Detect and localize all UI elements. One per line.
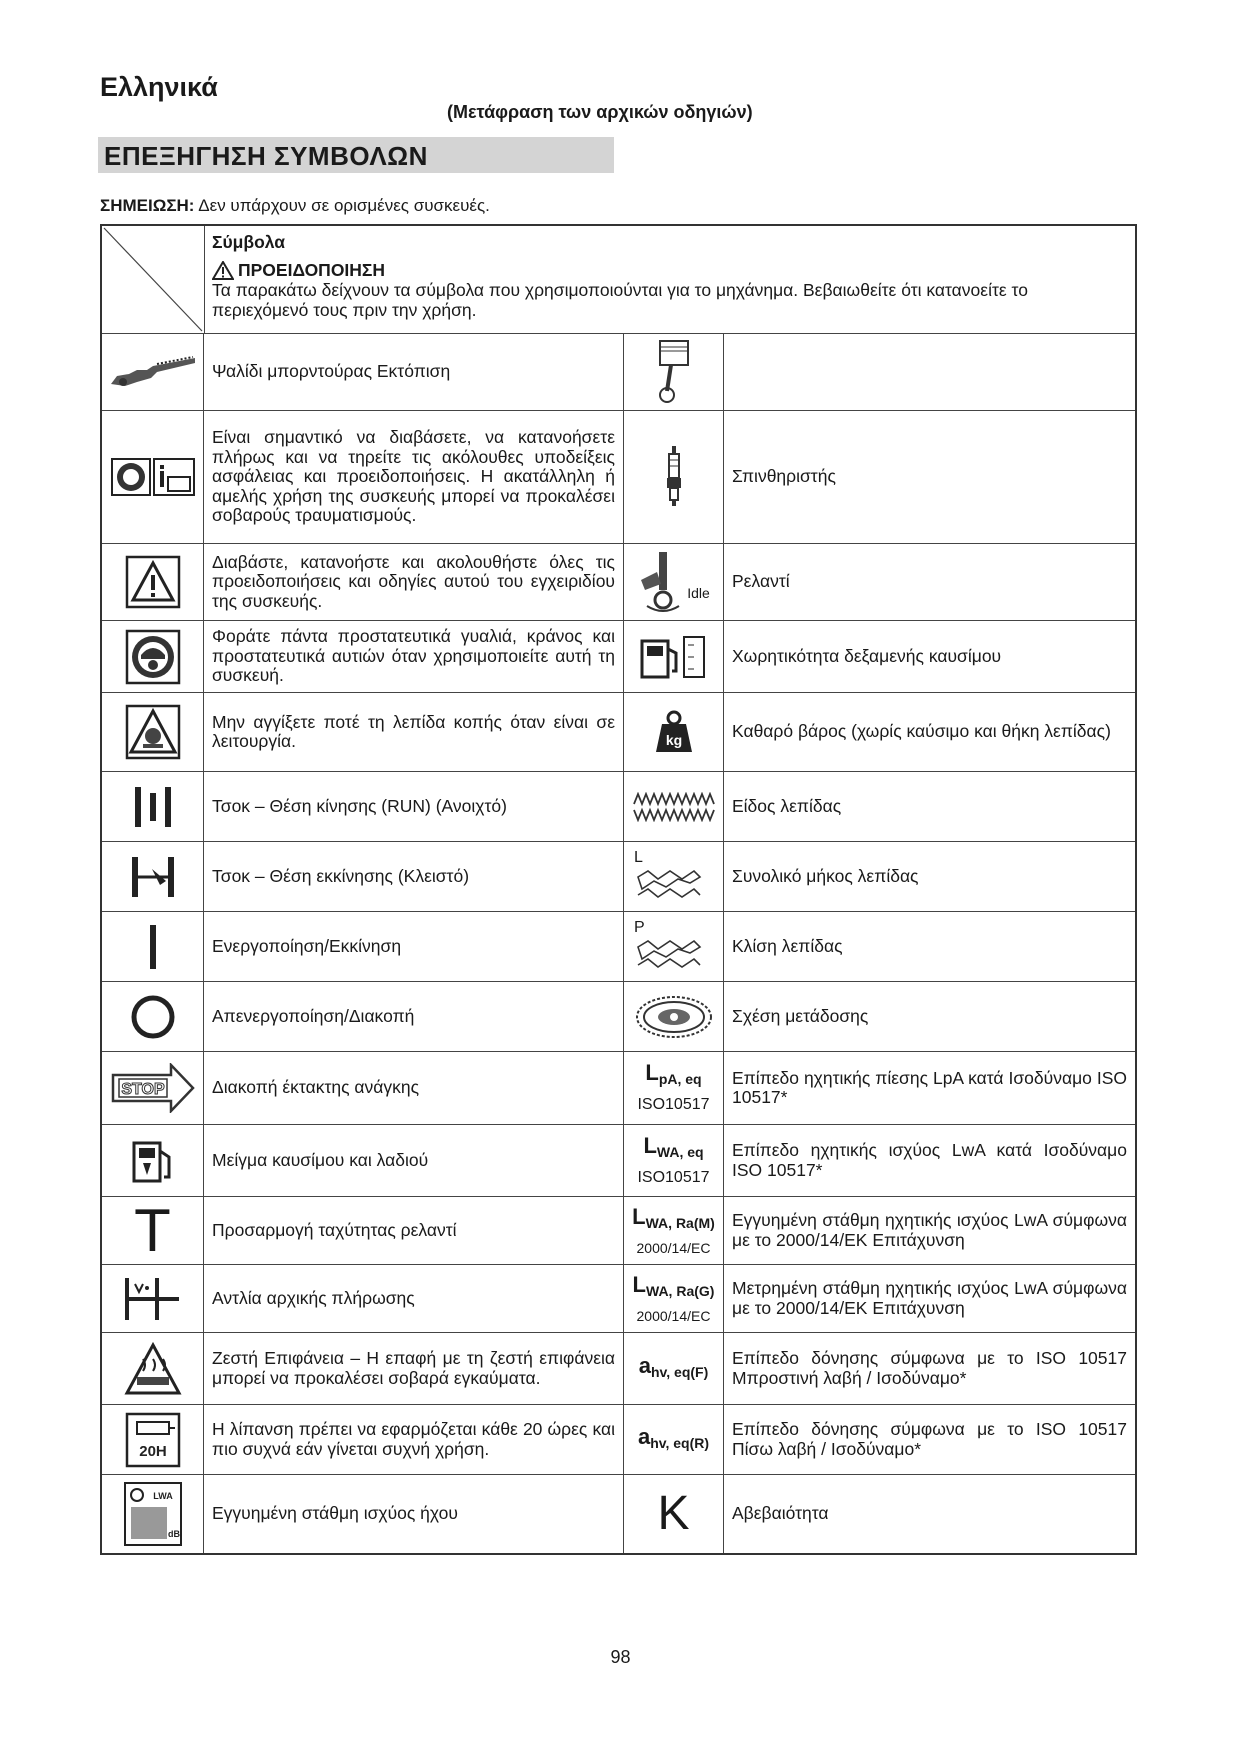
guaranteed-sound-symbol: $L_{WA, Ra(M)}$ 2000/14/EC	[624, 1197, 724, 1264]
header-diagonal	[102, 226, 205, 333]
row-right-text: Ρελαντί	[732, 571, 790, 592]
row-right-text: Επίπεδο ηχητικής ισχύος LwA κατά Ισοδύναμο ISO 10517*	[732, 1140, 1127, 1180]
table-row	[102, 1333, 1135, 1405]
warning-triangle-small-icon	[212, 261, 234, 280]
piston-icon	[624, 334, 724, 410]
table-row	[102, 982, 1135, 1052]
row-text: Μείγμα καυσίμου και λαδιού	[212, 1149, 429, 1170]
row-text: Ζεστή Επιφάνεια – Η επαφή με τη ζεστή επιφάνεια μπορεί να προκαλέσει σοβαρά εγκαύματα.	[212, 1348, 615, 1388]
idle-adjust-icon	[102, 1197, 204, 1264]
row-text: Φοράτε πάντα προστατευτικά γυαλιά, κράνος και προστατευτικά αυτιών όταν χρησιμοποιείτε αυτή τη συσκευή.	[212, 626, 615, 686]
note-label: ΣΗΜΕΙΩΣΗ:	[100, 196, 195, 215]
section-title: ΕΠΕΞΗΓΗΣΗ ΣΥΜΒΟΛΩΝ	[98, 137, 614, 173]
row-right-text: Σπινθηριστής	[732, 466, 836, 487]
sound-pressure-symbol: $L_{pA, eq}$ ISO10517	[624, 1052, 724, 1124]
row-right-text: Είδος λεπίδας	[732, 795, 842, 816]
kg-label: kg	[665, 732, 682, 748]
idle-adjust-label: T	[134, 1196, 171, 1264]
row-right-text: Σχέση μετάδοσης	[732, 1005, 869, 1026]
row-right-text: Συνολικό μήκος λεπίδας	[732, 865, 919, 886]
table-row	[102, 1197, 1135, 1265]
vibration-front-symbol: $a_{hv, eq(F)}$	[624, 1333, 724, 1404]
sound-power-symbol: $L_{WA, eq}$ ISO10517	[624, 1125, 724, 1196]
table-row	[102, 1052, 1135, 1125]
table-header	[102, 226, 1135, 334]
table-row	[102, 334, 1135, 411]
blade-pitch-icon	[624, 912, 724, 981]
row-text: Αντλία αρχικής πλήρωσης	[212, 1287, 415, 1308]
row-right-text: Εγγυημένη στάθμη ηχητικής ισχύος LwA σύμφωνα με το 2000/14/ΕΚ Επιτάχυνση	[732, 1210, 1127, 1250]
on-icon	[102, 912, 204, 981]
row-text: Ενεργοποίηση/Εκκίνηση	[212, 935, 402, 956]
blade-length-icon	[624, 842, 724, 911]
idle-label: Idle	[687, 585, 710, 601]
hedge-trimmer-icon	[102, 334, 204, 410]
note-text: Δεν υπάρχουν σε ορισμένες συσκευές.	[194, 196, 490, 215]
row-right-text: Μετρημένη στάθμη ηχητικής ισχύος LwA σύμφωνα με το 2000/14/ΕΚ Επιτάχυνση	[732, 1278, 1127, 1318]
blade-type-icon	[624, 772, 724, 841]
stop-arrow-icon	[102, 1052, 204, 1124]
table-row	[102, 772, 1135, 842]
db-label: dB	[167, 1529, 180, 1539]
row-text: Ψαλίδι μπορντούρας Εκτόπιση	[212, 361, 451, 382]
blade-pitch-label: P	[634, 918, 645, 936]
row-right-text: Χωρητικότητα δεξαμενής καυσίμου	[732, 645, 1002, 666]
row-text: Η λίπανση πρέπει να εφαρμόζεται κάθε 20 ώρες και πιο συχνά εάν γίνεται συχνή χρήση.	[212, 1419, 615, 1459]
uncertainty-symbol: K	[624, 1475, 724, 1553]
spark-plug-icon	[624, 411, 724, 543]
warning-label: ΠΡΟΕΙΔΟΠΟΙΗΣΗ	[238, 260, 386, 280]
table-row	[102, 912, 1135, 982]
row-right-text: Αβεβαιότητα	[732, 1503, 829, 1524]
table-row	[102, 1125, 1135, 1197]
row-text: Διακοπή έκτακτης ανάγκης	[212, 1077, 420, 1098]
idle-icon	[624, 544, 724, 620]
translation-subtitle: (Μετάφραση των αρχικών οδηγιών)	[447, 102, 753, 122]
language-heading: Ελληνικά	[100, 72, 218, 102]
measured-sound-symbol: $L_{WA, Ra(G)}$ 2000/14/EC	[624, 1265, 724, 1332]
lubrication-icon	[102, 1405, 204, 1474]
row-right-text: Κλίση λεπίδας	[732, 935, 843, 956]
vibration-rear-symbol: $a_{hv, eq(R)}$	[624, 1405, 724, 1474]
page-number: 98	[610, 1647, 631, 1667]
lubrication-interval-label: 20H	[138, 1442, 167, 1460]
table-row	[102, 1265, 1135, 1333]
table-row	[102, 411, 1135, 544]
lwa-label: LWA	[152, 1491, 173, 1501]
row-text: Προσαρμογή ταχύτητας ρελαντί	[212, 1219, 457, 1240]
row-text: Τσοκ – Θέση κίνησης (RUN) (Ανοιχτό)	[212, 795, 507, 816]
table-row	[102, 1405, 1135, 1475]
fuel-oil-mix-icon	[102, 1125, 204, 1196]
protective-gear-icon	[102, 621, 204, 692]
read-manual-icon	[102, 411, 204, 543]
choke-run-icon	[102, 772, 204, 841]
table-row	[102, 621, 1135, 693]
symbols-label: Σύμβολα	[212, 232, 286, 252]
row-text: Είναι σημαντικό να διαβάσετε, να κατανοήσετε πλήρως και να τηρείτε τις ακόλουθες υποδείξεις ασφάλειας και προειδοποιήσεις. Η ακατάλληλη ή αμελής χρήση της συσκευής μπορεί να προκαλέσει σοβαρούς τραυματισμούς.	[212, 427, 615, 526]
warning-triangle-icon	[102, 544, 204, 620]
fuel-tank-capacity-icon	[624, 621, 724, 692]
row-text: Εγγυημένη στάθμη ισχύος ήχου	[212, 1503, 458, 1524]
blade-hazard-icon	[102, 693, 204, 771]
row-right-text: Καθαρό βάρος (χωρίς καύσιμο και θήκη λεπίδας)	[732, 721, 1111, 742]
warning-text: Τα παρακάτω δείχνουν τα σύμβολα που χρησιμοποιούνται για το μηχάνημα. Βεβαιωθείτε ότι κατανοείτε το περιεχόμενό τους πριν την χρήση.	[212, 280, 1028, 320]
row-text: Μην αγγίξετε ποτέ τη λεπίδα κοπής όταν είναι σε λειτουργία.	[212, 711, 615, 751]
symbols-table	[100, 224, 1137, 1555]
stop-label: STOP	[120, 1081, 165, 1098]
weight-icon	[624, 693, 724, 771]
row-text: Απενεργοποίηση/Διακοπή	[212, 1005, 415, 1026]
row-right-text: Επίπεδο δόνησης σύμφωνα με το ISO 10517 Μπροστινή λαβή / Ισοδύναμο*	[732, 1348, 1127, 1388]
row-text: Τσοκ – Θέση εκκίνησης (Κλειστό)	[212, 865, 470, 886]
note	[100, 196, 490, 216]
table-row	[102, 544, 1135, 621]
table-row	[102, 1475, 1135, 1553]
choke-start-icon	[102, 842, 204, 911]
hot-surface-icon	[102, 1333, 204, 1404]
row-right-text: Επίπεδο ηχητικής πίεσης LpA κατά Ισοδύναμο ISO 10517*	[732, 1067, 1127, 1107]
table-row	[102, 842, 1135, 912]
blade-length-label: L	[634, 848, 643, 866]
off-icon	[102, 982, 204, 1051]
table-row	[102, 693, 1135, 772]
primer-pump-icon	[102, 1265, 204, 1332]
row-text: Διαβάστε, κατανοήστε και ακολουθήστε όλες τις προειδοποιήσεις και οδηγίες αυτού του εγχειριδίου της συσκευής.	[212, 551, 615, 611]
row-right-text: Επίπεδο δόνησης σύμφωνα με το ISO 10517 Πίσω λαβή / Ισοδύναμο*	[732, 1419, 1127, 1459]
gear-ratio-icon	[624, 982, 724, 1051]
sound-power-icon	[102, 1475, 204, 1553]
